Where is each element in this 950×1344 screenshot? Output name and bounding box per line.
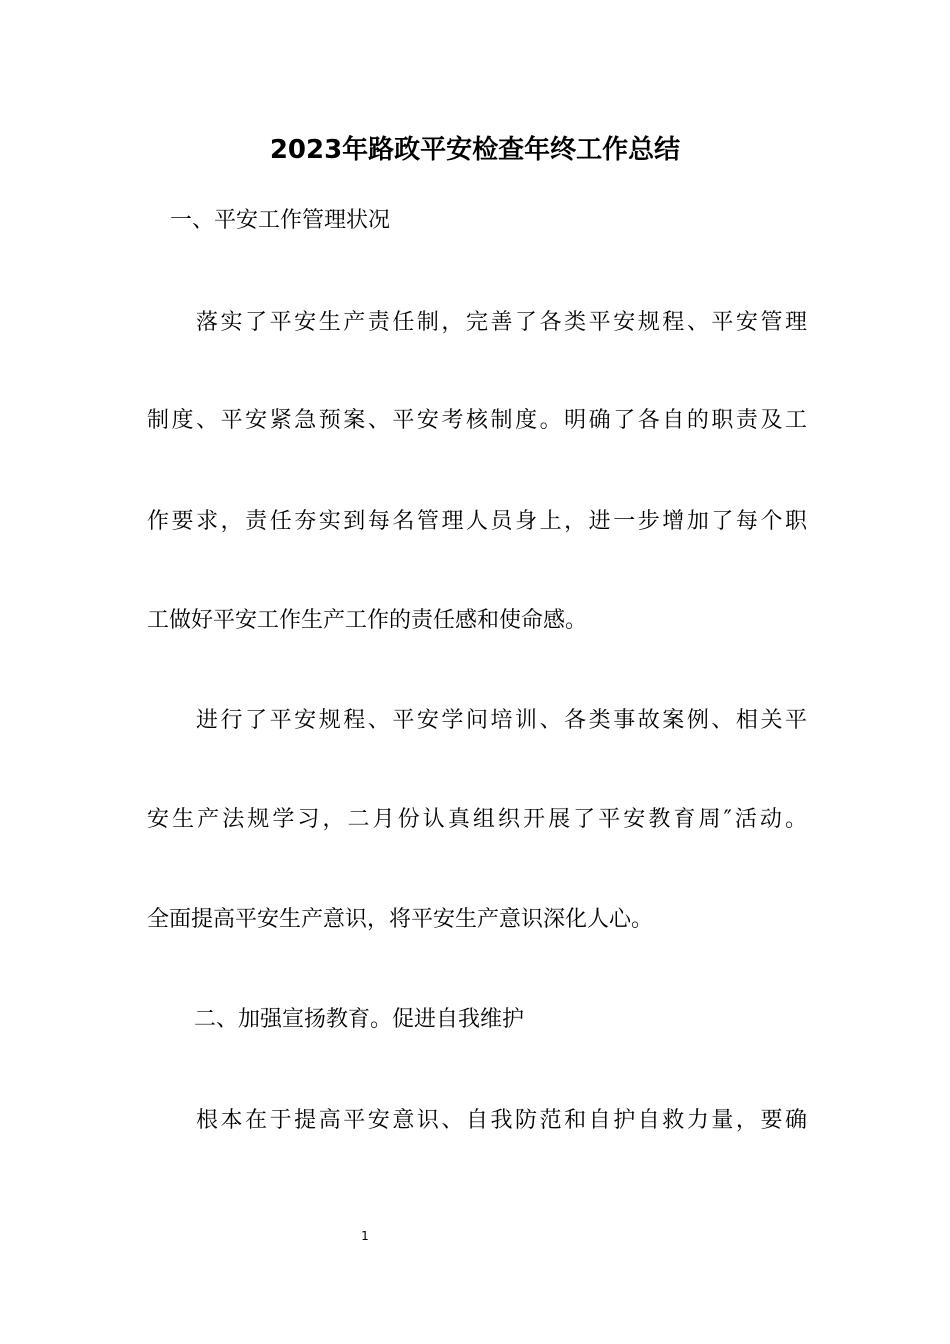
paragraph-line: 全面提高平安生产意识，将平安生产意识深化人心。	[147, 907, 654, 932]
document-title: 2023年路政平安检查年终工作总结	[269, 135, 681, 165]
paragraph-line: 制度、平安紧急预案、平安考核制度。明确了各自的职责及工	[147, 408, 807, 433]
paragraph-line: 根本在于提高平安意识、自我防范和自护自救力量，要确	[196, 1108, 807, 1133]
paragraph-line: 作要求，责任夯实到每名管理人员身上，进一步增加了每个职	[147, 509, 807, 534]
section-heading-2: 二、加强宣扬教育。促进自我维护	[194, 1007, 525, 1032]
page-number: 1	[361, 1229, 369, 1243]
paragraph-line: 落实了平安生产责任制，完善了各类平安规程、平安管理	[196, 310, 807, 335]
paragraph-line: 安生产法规学习，二月份认真组织开展了平安教育周″活动。	[147, 807, 807, 832]
paragraph-line: 进行了平安规程、平安学问培训、各类事故案例、相关平	[196, 708, 807, 733]
paragraph-line: 工做好平安工作生产工作的责任感和使命感。	[147, 608, 588, 633]
section-heading-1: 一、平安工作管理状况	[170, 208, 391, 233]
